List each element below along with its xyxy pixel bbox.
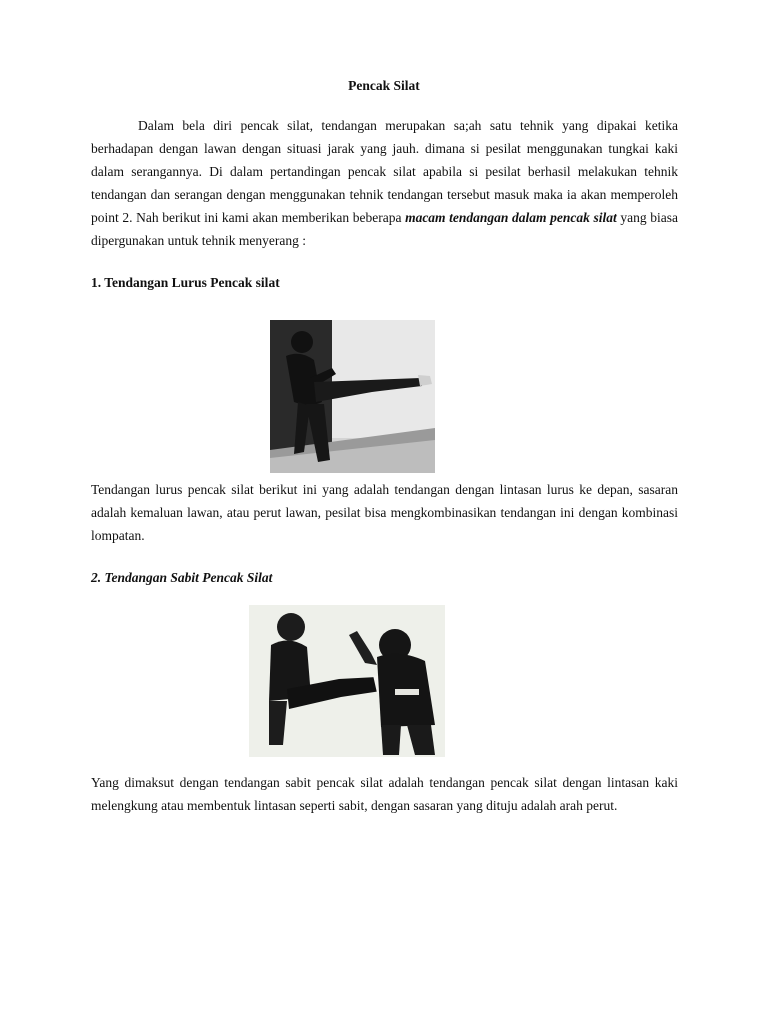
section-1-body: Tendangan lurus pencak silat berikut ini yang adalah tendangan dengan lintasan lurus ke depan, sasaran adalah kemaluan lawan, atau perut lawan, pesilat bisa mengkombinasikan tendangan ini dengan kombinasi lompatan. [91,482,678,543]
intro-text-after: yang biasa dipergunakan untuk tehnik menyerang : [91,210,678,248]
straight-kick-illustration [270,320,435,473]
section-2-heading: 2. Tendangan Sabit Pencak Silat [91,570,273,585]
section-2-body: Yang dimaksut dengan tendangan sabit pencak silat adalah tendangan pencak silat dengan lintasan kaki melengkung atau membentuk lintasan seperti sabit, dengan sasaran yang dituju adalah arah perut. [91,775,678,813]
intro-text-before: Dalam bela diri pencak silat, tendangan merupakan sa;ah satu tehnik yang dipakai ketika berhadapan dengan lawan dengan situasi jarak yang jauh. dimana si pesilat menggunakan tungkai kaki dalam serangannya. Di dalam pertandingan pencak silat apabila si pesilat berhasil melakukan tehnik tendangan dan serangan dengan menggunakan tehnik tendangan tersebut masuk maka ia akan memperoleh point 2. Nah berikut ini kami akan memberikan beberapa [91,118,678,225]
intro-paragraph [91,114,678,252]
crescent-kick-illustration [249,605,445,757]
document-title: Pencak Silat [348,78,420,93]
intro-emphasis: macam tendangan dalam pencak silat [405,210,617,225]
crescent-kick-photo [249,605,445,757]
section-1-heading: 1. Tendangan Lurus Pencak silat [91,275,280,290]
straight-kick-photo [270,320,435,473]
